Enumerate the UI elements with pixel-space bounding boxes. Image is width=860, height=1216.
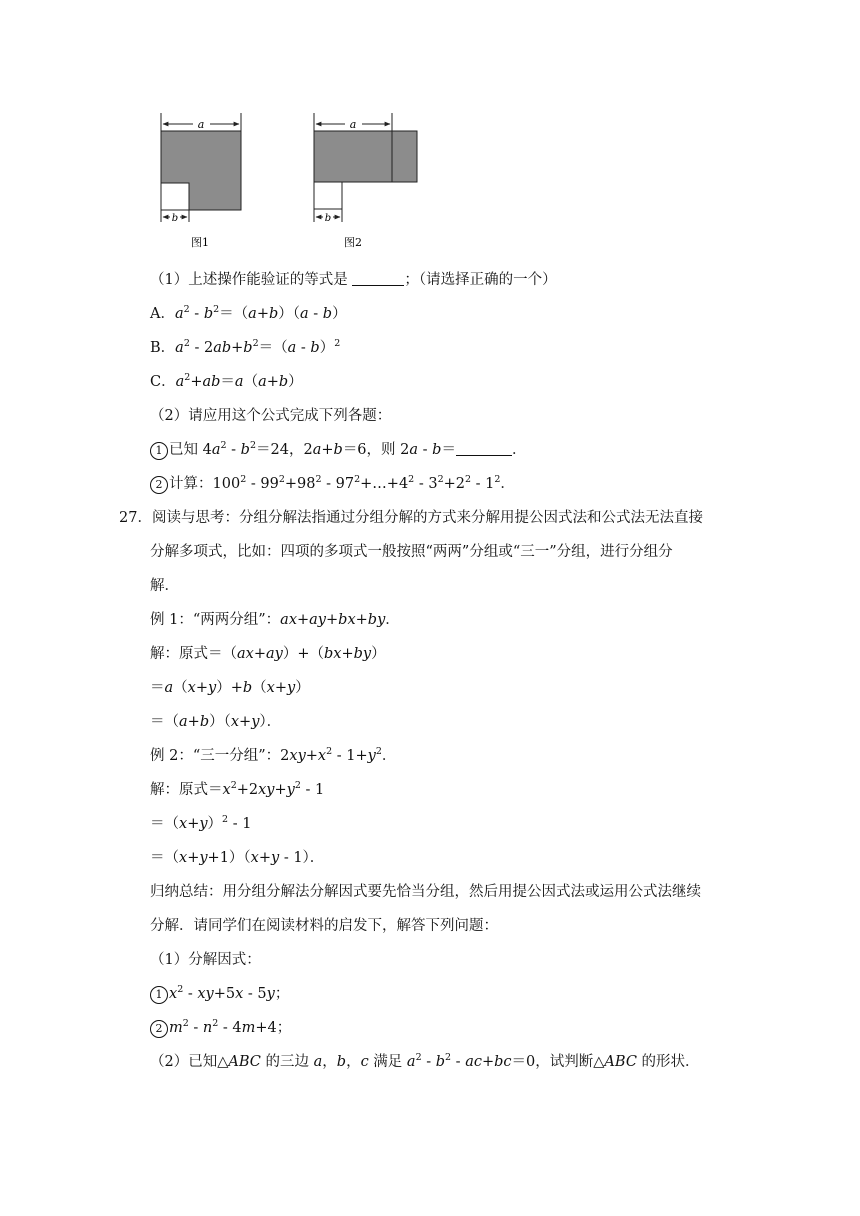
q27-part1: （1）分解因式： <box>150 952 261 968</box>
circled-number-1: 1 <box>150 442 168 460</box>
q27-intro-line2: 分解多项式，比如：四项的多项式一般按照“两两”分组或“三一”分组，进行分组分 <box>150 544 673 560</box>
q27-part2: （2）已知△ABC 的三边 a，b，c 满足 $a^2 - b^2 - ac+bc=0$，试判断△ABC 的形状． <box>150 1052 700 1070</box>
q27-summary-line1: 归纳总结：用分组分解法分解因式要先恰当分组，然后用提公因式法或运用公式法继续 <box>150 884 701 900</box>
figure-diagrams <box>0 0 860 260</box>
q27-part1-sub2: 2 $m^2 - n^2 - 4m+4$； <box>150 1018 291 1038</box>
figure-2 <box>314 113 417 249</box>
option-letter: B． <box>150 340 176 356</box>
q27-example1-title: 例 1：“两两分组”：ax+ay+bx+by． <box>150 612 400 628</box>
circled-number-2: 2 <box>150 1020 168 1038</box>
option-letter: A． <box>150 306 175 322</box>
q27-example2-step3: ＝（x+y+1）（x+y - 1）． <box>150 850 325 866</box>
q27-intro-line1: 27．阅读与思考：分组分解法指通过分组分解的方式来分解用提公因式法和公式法无法直接 <box>119 510 703 526</box>
fig1-dim-a-label: a <box>197 118 205 131</box>
fig1-small-square <box>161 183 189 210</box>
fig2-small-square <box>314 182 342 209</box>
q27-example1-step2: ＝a（x+y）+b（x+y） <box>150 680 310 696</box>
q26-sub1: 1 已知 $4a^2 - b^2=24$，2a+b＝6，则 2a - b＝ ． <box>150 440 526 460</box>
q26-sub2: 2 计算：$100^2 - 99^2+98^2$ - $97^2+\dots+4^2 - 3^2+2^2 - 1^2$． <box>150 474 515 494</box>
q27-number: 27． <box>119 510 152 526</box>
q26-part1-suffix: ；（请选择正确的一个） <box>404 272 557 288</box>
q26-option-b: B．$a^2 - 2ab+b^2=(a - b)^2$ <box>150 338 341 356</box>
q26-sub1-answer-blank[interactable] <box>456 441 512 456</box>
fig2-side-rect <box>392 131 417 182</box>
q27-example1-step3: ＝（a+b）（x+y）． <box>150 714 282 730</box>
q27-example2-title: 例 2：“三一分组”：$2xy+x^2 - 1+y^2$． <box>150 746 397 764</box>
q27-example1-step1: 解：原式＝（ax+ay）+（bx+by） <box>150 646 386 662</box>
q27-part1-sub1: 1 $x^2 - xy+5x - 5y$； <box>150 984 289 1004</box>
fig2-main-rect <box>314 131 392 182</box>
q26-part1 <box>150 270 557 290</box>
option-letter: C． <box>150 374 176 390</box>
q27-example2-step1: 解：原式$=x^2+2xy+y^2 - 1$ <box>150 780 325 798</box>
fig1-caption: 图1 <box>191 236 209 249</box>
q26-part1-answer-blank[interactable] <box>352 271 404 286</box>
q26-part1-prefix: （1）上述操作能验证的等式是 <box>150 272 353 288</box>
circled-number-2: 2 <box>150 476 168 494</box>
q27-intro-line3: 解． <box>150 578 179 594</box>
fig1-dim-b-label: b <box>171 213 179 224</box>
circled-number-1: 1 <box>150 986 168 1004</box>
q26-option-a: A．$a^2 - b^2=(a+b)(a - b)$ <box>150 304 347 322</box>
fig2-caption: 图2 <box>344 236 362 249</box>
fig2-dim-b-label: b <box>324 213 332 224</box>
q26-part2: （2）请应用这个公式完成下列各题： <box>150 408 392 424</box>
fig2-dim-a-label: a <box>349 118 357 131</box>
q26-option-c: C．$a^2+ab=a(a+b)$ <box>150 372 303 390</box>
figure-1 <box>161 113 241 249</box>
q27-example2-step2: $=(x+y)^2 - 1$ <box>150 814 252 832</box>
q27-summary-line2: 分解．请同学们在阅读材料的启发下，解答下列问题： <box>150 918 498 934</box>
